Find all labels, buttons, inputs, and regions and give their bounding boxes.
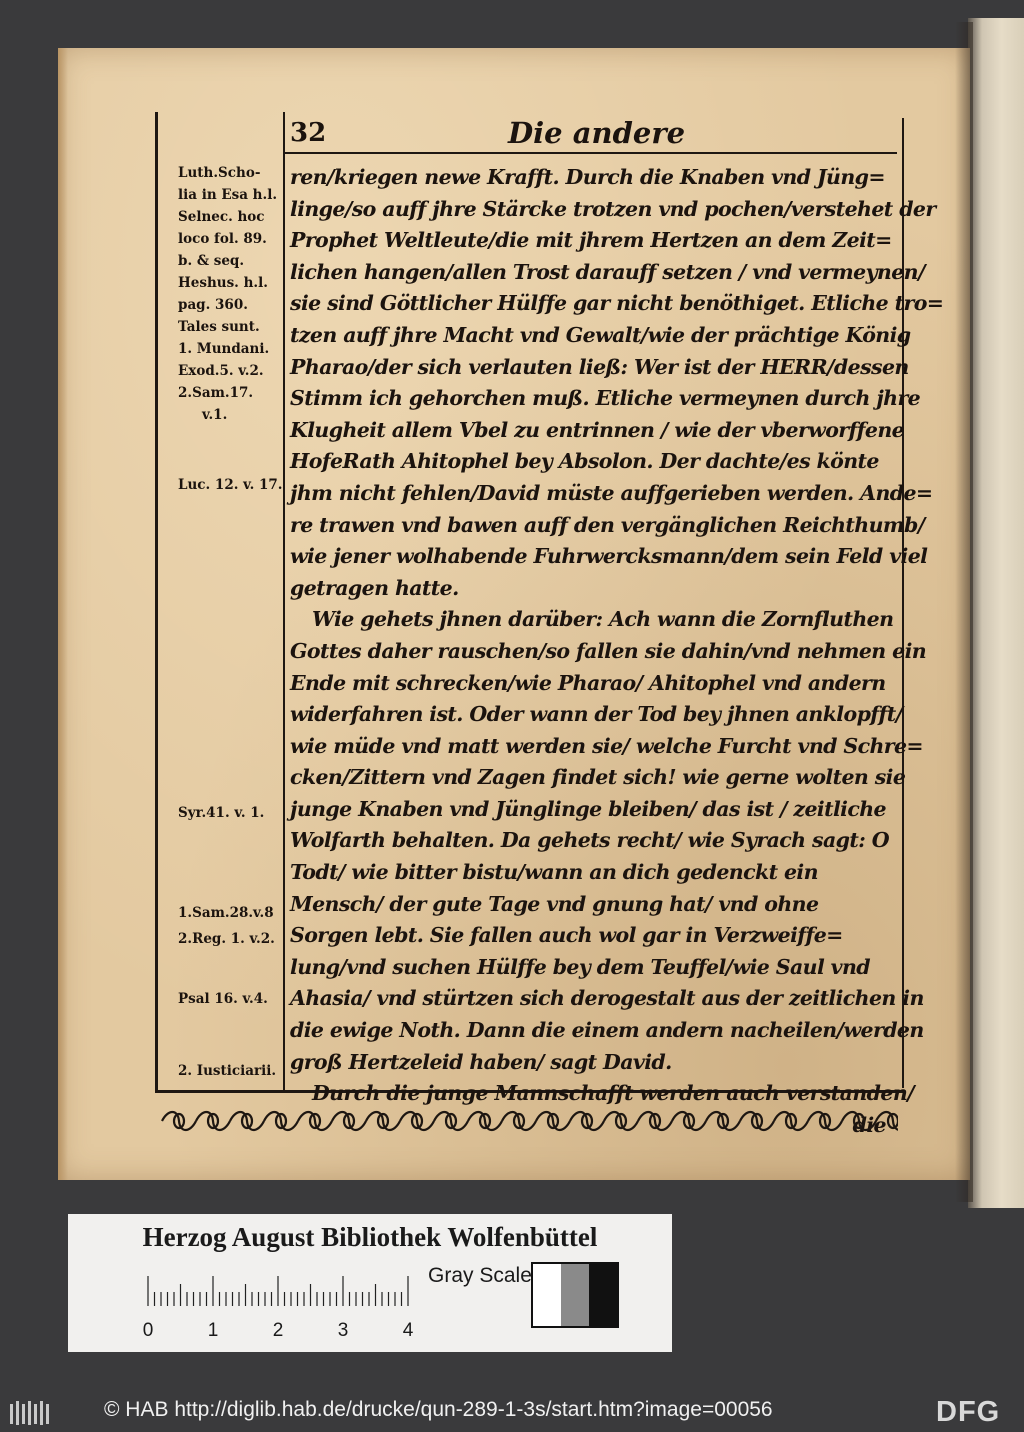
- source-link[interactable]: © HAB http://diglib.hab.de/drucke/qun-289-1-3s/start.htm?image=00056: [104, 1398, 773, 1421]
- text-line: Todt/ wie bitter bistu/wann an dich gedenckt ein: [290, 860, 818, 885]
- marginal-note: lia in Esa h.l.: [178, 187, 278, 203]
- text-line: Wolfarth behalten. Da gehets recht/ wie Syrach sagt: O: [290, 828, 889, 853]
- marginal-notes: [160, 162, 282, 1092]
- body-text: [290, 162, 944, 1141]
- text-line: widerfahren ist. Oder wann der Tod bey jhnen anklopfft/: [290, 702, 903, 727]
- text-line: Pharao/der sich verlauten ließ: Wer ist der HERR/dessen: [290, 354, 909, 379]
- text-line: junge Knaben vnd Jünglinge bleiben/ das ist / zeitliche: [290, 796, 886, 821]
- ruler-number: 0: [142, 1320, 154, 1341]
- text-line: Durch die junge Mannschafft werden auch verstanden/: [312, 1081, 915, 1106]
- library-scale-strip: [68, 1214, 672, 1352]
- ornamental-border: [158, 1106, 898, 1136]
- marginal-note: 2.Sam.17.: [178, 385, 254, 401]
- marginal-note: Selnec. hoc: [178, 209, 265, 225]
- text-line: Prophet Weltleute/die mit jhrem Hertzen an dem Zeit=: [290, 228, 892, 253]
- ruler-number: 4: [402, 1320, 414, 1341]
- text-line: tzen auff jhre Macht vnd Gewalt/wie der prächtige König: [290, 322, 911, 347]
- ruler-number: 1: [207, 1320, 219, 1341]
- marginal-note: 1.Sam.28.v.8: [178, 905, 274, 921]
- text-line: Ende mit schrecken/wie Pharao/ Ahitophel vnd andern: [290, 670, 886, 695]
- marginal-note: Tales sunt.: [178, 319, 260, 335]
- marginal-note: b. & seq.: [178, 253, 245, 269]
- marginal-note: 2.Reg. 1. v.2.: [178, 931, 275, 947]
- catchword: die: [852, 1112, 886, 1137]
- text-line: re trawen vnd bawen auff den vergänglichen Reichthumb/: [290, 512, 925, 537]
- marginal-note: pag. 360.: [178, 297, 248, 313]
- text-line: jhm nicht fehlen/David müste auffgerieben werden. Ande=: [290, 480, 933, 505]
- gray-scale-label: Gray Scale: [428, 1264, 532, 1287]
- page-edge-shading: [58, 48, 68, 1180]
- marginal-note: Psal 16. v.4.: [178, 991, 268, 1007]
- hab-logo-icon: [8, 1398, 52, 1428]
- marginal-note: Luth.Scho-: [178, 165, 261, 181]
- running-head-rule: [285, 152, 897, 154]
- text-line: sie sind Göttlicher Hülffe gar nicht benöthiget. Etliche tro=: [290, 291, 944, 316]
- text-line: lichen hangen/allen Trost darauff setzen / vnd vermeynen/: [290, 259, 925, 284]
- dfg-logo: DFG: [936, 1396, 1001, 1428]
- text-line: Mensch/ der gute Tage vnd gnung hat/ vnd ohne: [290, 891, 819, 916]
- text-line: HofeRath Ahitophel bey Absolon. Der dachte/es könte: [290, 449, 879, 474]
- text-line: linge/so auff jhre Stärcke trotzen vnd pochen/verstehet der: [290, 196, 936, 221]
- marginal-divider: [283, 112, 285, 1090]
- text-line: Wie gehets jhnen darüber: Ach wann die Zornfluthen: [312, 607, 894, 632]
- text-line: wie müde vnd matt werden sie/ welche Furcht vnd Schre=: [290, 733, 923, 758]
- marginal-note: loco fol. 89.: [178, 231, 267, 247]
- text-line: Stimm ich gehorchen muß. Etliche vermeynen durch jhre: [290, 386, 921, 411]
- ruler-number: 2: [272, 1320, 284, 1341]
- text-line: lung/vnd suchen Hülffe bey dem Teuffel/wie Saul vnd: [290, 954, 871, 979]
- gutter-shadow: [955, 22, 973, 1202]
- centimeter-ruler: [140, 1270, 440, 1342]
- marginal-note: 1. Mundani.: [178, 341, 270, 357]
- text-line: wie jener wolhabende Fuhrwercksmann/dem sein Feld viel: [290, 544, 928, 569]
- running-head-title: Die andere: [508, 116, 686, 150]
- running-head: [290, 118, 890, 152]
- text-line: cken/Zittern vnd Zagen findet sich! wie gerne wolten sie: [290, 765, 906, 790]
- text-line: ren/kriegen newe Krafft. Durch die Knaben vnd Jüng=: [290, 165, 885, 189]
- text-line: getragen hatte.: [290, 575, 459, 600]
- page-number: 32: [290, 118, 327, 148]
- marginal-note: Exod.5. v.2.: [178, 363, 264, 379]
- text-line: groß Hertzeleid haben/ sagt David.: [290, 1049, 672, 1074]
- marginal-note: v.1.: [202, 407, 228, 423]
- marginal-note: 2. Iusticiarii.: [178, 1063, 277, 1079]
- marginal-note: Heshus. h.l.: [178, 275, 268, 291]
- text-line: Gottes daher rauschen/so fallen sie dahin/vnd nehmen ein: [290, 638, 927, 663]
- text-line: Ahasia/ vnd stürtzen sich derogestalt aus der zeitlichen in: [290, 986, 924, 1011]
- ruler-number: 3: [337, 1320, 349, 1341]
- text-line: Sorgen lebt. Sie fallen auch wol gar in Verzweiffe=: [290, 923, 843, 948]
- text-line: Klugheit allem Vbel zu entrinnen / wie der vberworffene: [290, 417, 905, 442]
- marginal-note: Syr.41. v. 1.: [178, 805, 265, 821]
- viewer-footer: [0, 1394, 1024, 1432]
- facing-page-edge: [968, 18, 1024, 1208]
- marginal-note: Luc. 12. v. 17.: [178, 477, 283, 493]
- text-line: die ewige Noth. Dann die einem andern nacheilen/werden: [290, 1018, 924, 1043]
- library-name: Herzog August Bibliothek Wolfenbüttel: [142, 1222, 598, 1252]
- gray-scale-swatch: [531, 1262, 619, 1328]
